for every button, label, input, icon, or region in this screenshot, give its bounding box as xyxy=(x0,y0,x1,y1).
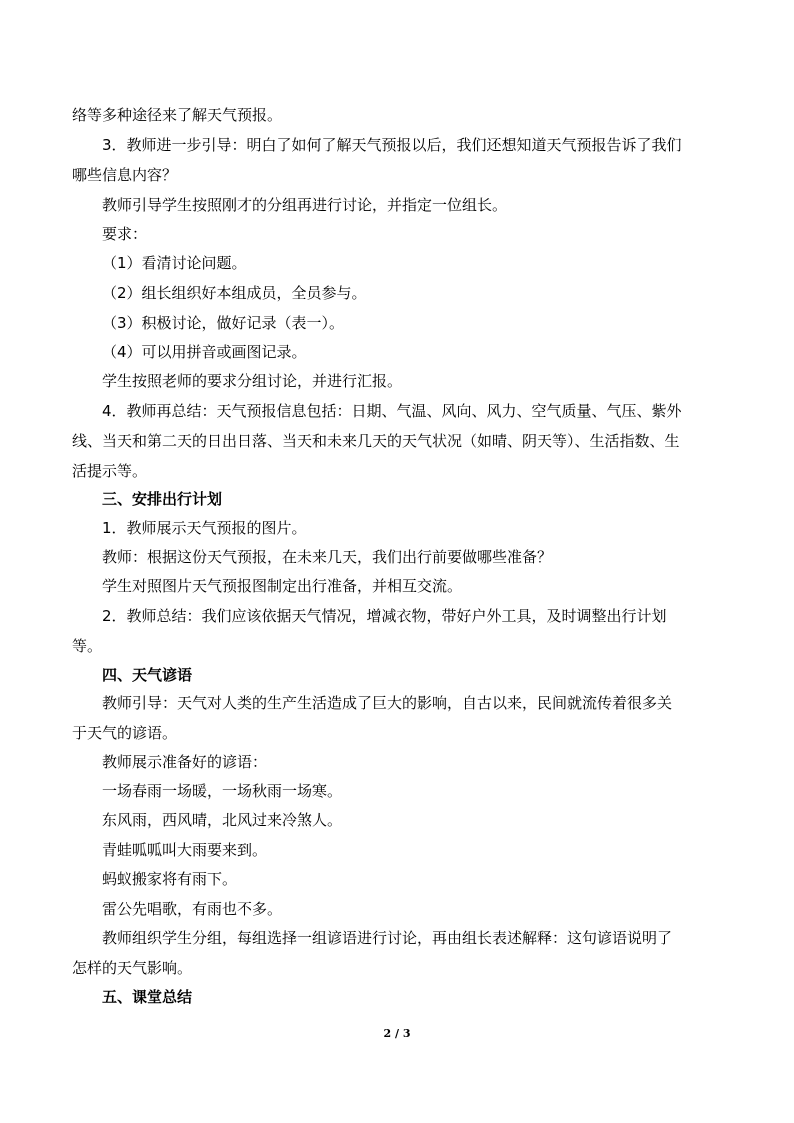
list-item: （3）积极讨论，做好记录（表一）。 xyxy=(102,314,345,332)
paragraph-line: 怎样的天气影响。 xyxy=(72,959,193,977)
paragraph-line: 教师：根据这份天气预报，在未来几天，我们出行前要做哪些准备？ xyxy=(102,548,553,566)
proverb-line: 雷公先唱歌，有雨也不多。 xyxy=(102,900,283,918)
section-heading: 五、课堂总结 xyxy=(102,988,193,1006)
list-item: （2）组长组织好本组成员，全员参与。 xyxy=(102,284,367,302)
list-item: （1）看清讨论问题。 xyxy=(102,254,247,272)
proverb-line: 一场春雨一场暖，一场秋雨一场寒。 xyxy=(102,782,343,800)
paragraph-line: 学生对照图片天气预报图制定出行准备，并相互交流。 xyxy=(102,577,463,595)
paragraph-line: 2．教师总结：我们应该依据天气情况，增减衣物，带好户外工具，及时调整出行计划 xyxy=(102,607,667,625)
paragraph-line: 教师引导学生按照刚才的分组再进行讨论，并指定一位组长。 xyxy=(102,196,508,214)
paragraph-line: 4．教师再总结：天气预报信息包括：日期、气温、风向、风力、空气质量、气压、紫外 xyxy=(102,402,682,420)
proverb-line: 青蛙呱呱叫大雨要来到。 xyxy=(102,841,268,859)
paragraph-line: 等。 xyxy=(72,637,103,655)
paragraph-line: 教师引导：天气对人类的生产生活造成了巨大的影响，自古以来，民间就流传着很多关 xyxy=(102,694,673,712)
paragraph-line: 于天气的谚语。 xyxy=(72,724,178,742)
paragraph-line: 要求： xyxy=(102,225,148,243)
paragraph-line: 3．教师进一步引导：明白了如何了解天气预报以后，我们还想知道天气预报告诉了我们 xyxy=(102,136,682,154)
paragraph-line: 哪些信息内容？ xyxy=(72,166,178,184)
paragraph-line: 络等多种途径来了解天气预报。 xyxy=(72,106,283,124)
list-item: （4）可以用拼音或画图记录。 xyxy=(102,343,307,361)
page-number: 2 / 3 xyxy=(383,1027,411,1040)
paragraph-line: 学生按照老师的要求分组讨论，并进行汇报。 xyxy=(102,372,403,390)
section-heading: 三、安排出行计划 xyxy=(102,490,223,508)
proverb-line: 蚂蚁搬家将有雨下。 xyxy=(102,870,238,888)
paragraph-line: 1．教师展示天气预报的图片。 xyxy=(102,519,307,537)
proverb-line: 东风雨，西风晴，北风过来冷煞人。 xyxy=(102,811,343,829)
paragraph-line: 教师组织学生分组，每组选择一组谚语进行讨论，再由组长表述解释：这句谚语说明了 xyxy=(102,929,673,947)
section-heading: 四、天气谚语 xyxy=(102,666,193,684)
paragraph-line: 教师展示准备好的谚语： xyxy=(102,753,268,771)
paragraph-line: 线、当天和第二天的日出日落、当天和未来几天的天气状况（如晴、阴天等）、生活指数、生 xyxy=(72,432,680,450)
paragraph-line: 活提示等。 xyxy=(72,462,148,480)
